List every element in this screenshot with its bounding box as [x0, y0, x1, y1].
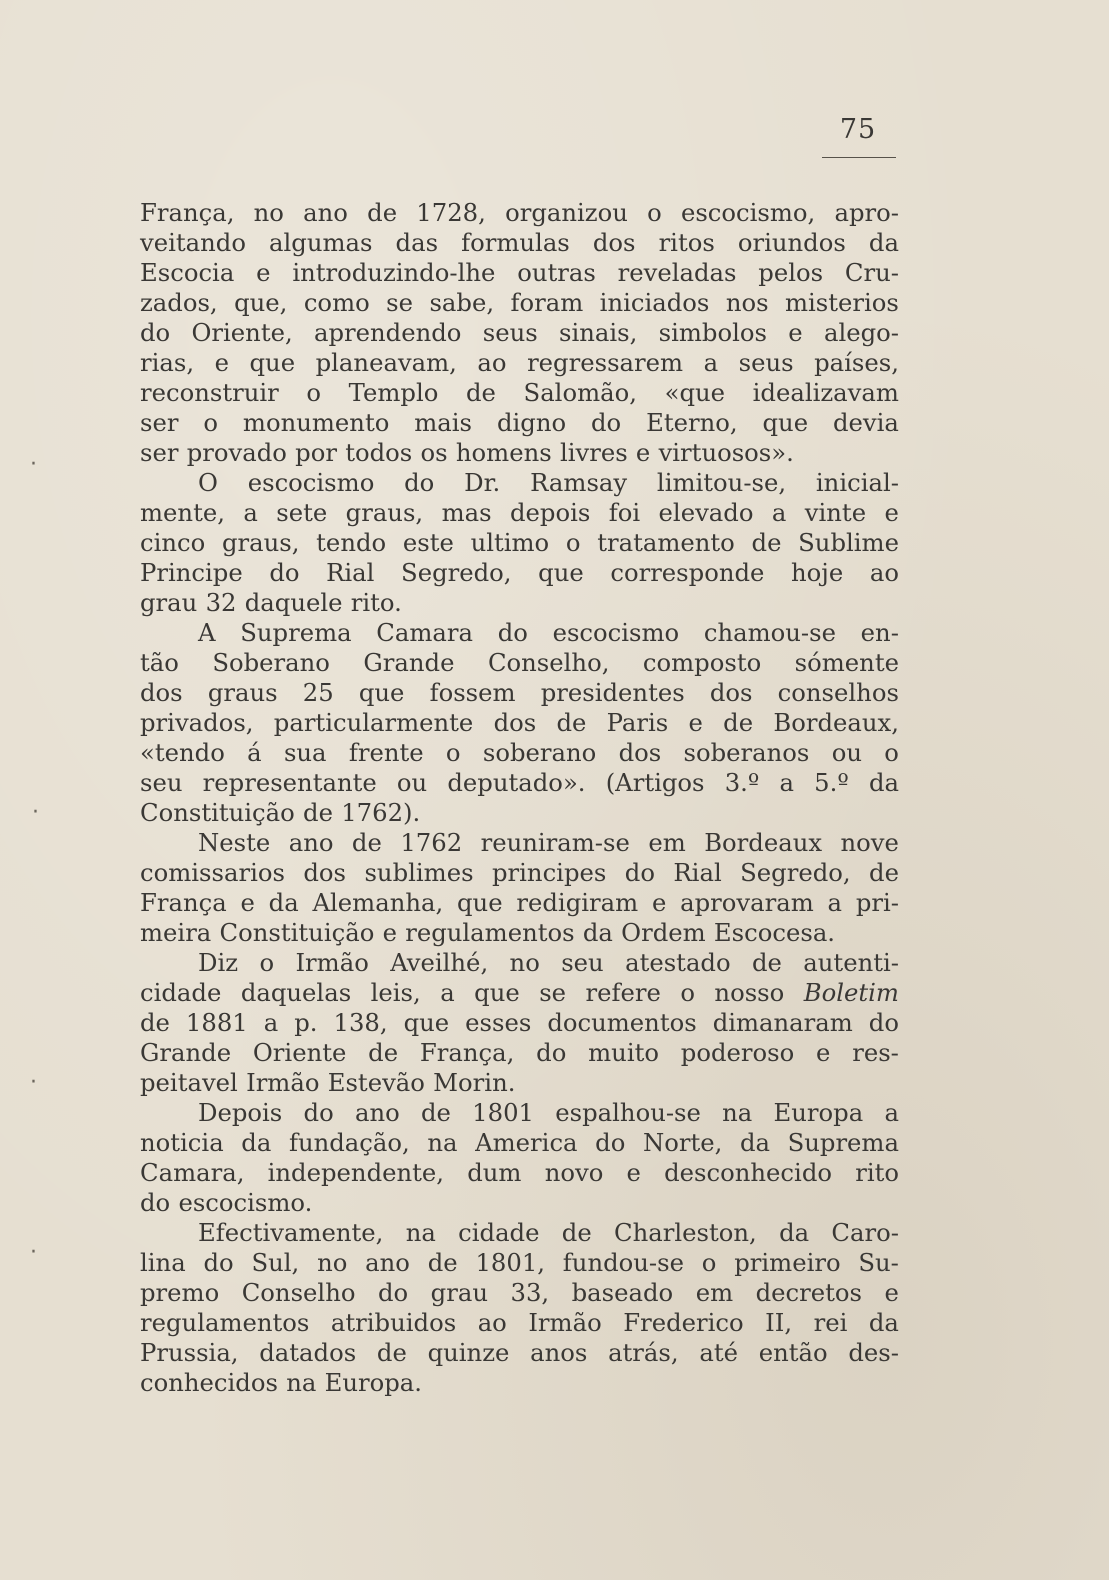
text-line: Camara, independente, dum novo e desconhecido rito — [140, 1158, 899, 1187]
text-line: cinco graus, tendo este ultimo o tratamento de Sublime — [140, 528, 899, 557]
text-line: premo Conselho do grau 33, baseado em decretos e — [140, 1278, 899, 1307]
text-line: O escocismo do Dr. Ramsay limitou-se, inicial- — [198, 468, 899, 497]
text-line: noticia da fundação, na America do Norte, da Suprema — [140, 1128, 899, 1157]
text-line: privados, particularmente dos de Paris e de Bordeaux, — [140, 708, 899, 737]
text-line: tão Soberano Grande Conselho, composto sómente — [140, 648, 899, 677]
text-line: ser o monumento mais digno do Eterno, que devia — [140, 408, 899, 437]
text-line: do Oriente, aprendendo seus sinais, simbolos e alego- — [140, 318, 899, 347]
page-number-rule — [822, 157, 896, 158]
text-line: ser provado por todos os homens livres e virtuosos». — [140, 438, 794, 467]
margin-speck: · — [32, 800, 39, 825]
margin-speck: · — [30, 1240, 37, 1265]
text-line: Grande Oriente de França, do muito poderoso e res- — [140, 1038, 899, 1067]
text-line: conhecidos na Europa. — [140, 1368, 422, 1397]
text-line: rias, e que planeavam, ao regressarem a seus países, — [140, 348, 899, 377]
text-line: França e da Alemanha, que redigiram e aprovaram a pri- — [140, 888, 899, 917]
margin-speck: · — [30, 1070, 37, 1095]
text-line: reconstruir o Templo de Salomão, «que idealizavam — [140, 378, 899, 407]
text-line: França, no ano de 1728, organizou o escocismo, apro- — [140, 198, 899, 227]
text-line: Efectivamente, na cidade de Charleston, da Caro- — [198, 1218, 899, 1247]
text-line: dos graus 25 que fossem presidentes dos conselhos — [140, 678, 899, 707]
text-line: peitavel Irmão Estevão Morin. — [140, 1068, 516, 1097]
text-line: mente, a sete graus, mas depois foi elevado a vinte e — [140, 498, 899, 527]
page-number: 75 — [839, 114, 877, 145]
text-line: Neste ano de 1762 reuniram-se em Bordeaux nove — [198, 828, 899, 857]
text-line: de 1881 a p. 138, que esses documentos dimanaram do — [140, 1008, 899, 1037]
text-line: «tendo á sua frente o soberano dos soberanos ou o — [140, 738, 899, 767]
margin-speck: · — [30, 452, 37, 477]
text-line: grau 32 daquele rito. — [140, 588, 402, 617]
text-line: seu representante ou deputado». (Artigos 3.º a 5.º da — [140, 768, 899, 797]
text-line: lina do Sul, no ano de 1801, fundou-se o primeiro Su- — [140, 1248, 899, 1277]
text-line: Depois do ano de 1801 espalhou-se na Europa a — [198, 1098, 899, 1127]
text-line: A Suprema Camara do escocismo chamou-se en- — [198, 618, 899, 647]
text-line: meira Constituição e regulamentos da Ordem Escocesa. — [140, 918, 836, 947]
text-line: zados, que, como se sabe, foram iniciados nos misterios — [140, 288, 899, 317]
text-line: comissarios dos sublimes principes do Rial Segredo, de — [140, 858, 899, 887]
body-text — [140, 198, 899, 1398]
text-line: cidade daquelas leis, a que se refere o nosso Boletim — [140, 978, 899, 1007]
text-line: regulamentos atribuidos ao Irmão Frederico II, rei da — [140, 1308, 899, 1337]
text-line: do escocismo. — [140, 1188, 313, 1217]
text-line: Principe do Rial Segredo, que corresponde hoje ao — [140, 558, 899, 587]
text-line: Constituição de 1762). — [140, 798, 421, 827]
text-line: veitando algumas das formulas dos ritos oriundos da — [140, 228, 899, 257]
text-line: Diz o Irmão Aveilhé, no seu atestado de autenti- — [198, 948, 899, 977]
text-line: Prussia, datados de quinze anos atrás, até então des- — [140, 1338, 899, 1367]
text-line: Escocia e introduzindo-lhe outras reveladas pelos Cru- — [140, 258, 899, 287]
